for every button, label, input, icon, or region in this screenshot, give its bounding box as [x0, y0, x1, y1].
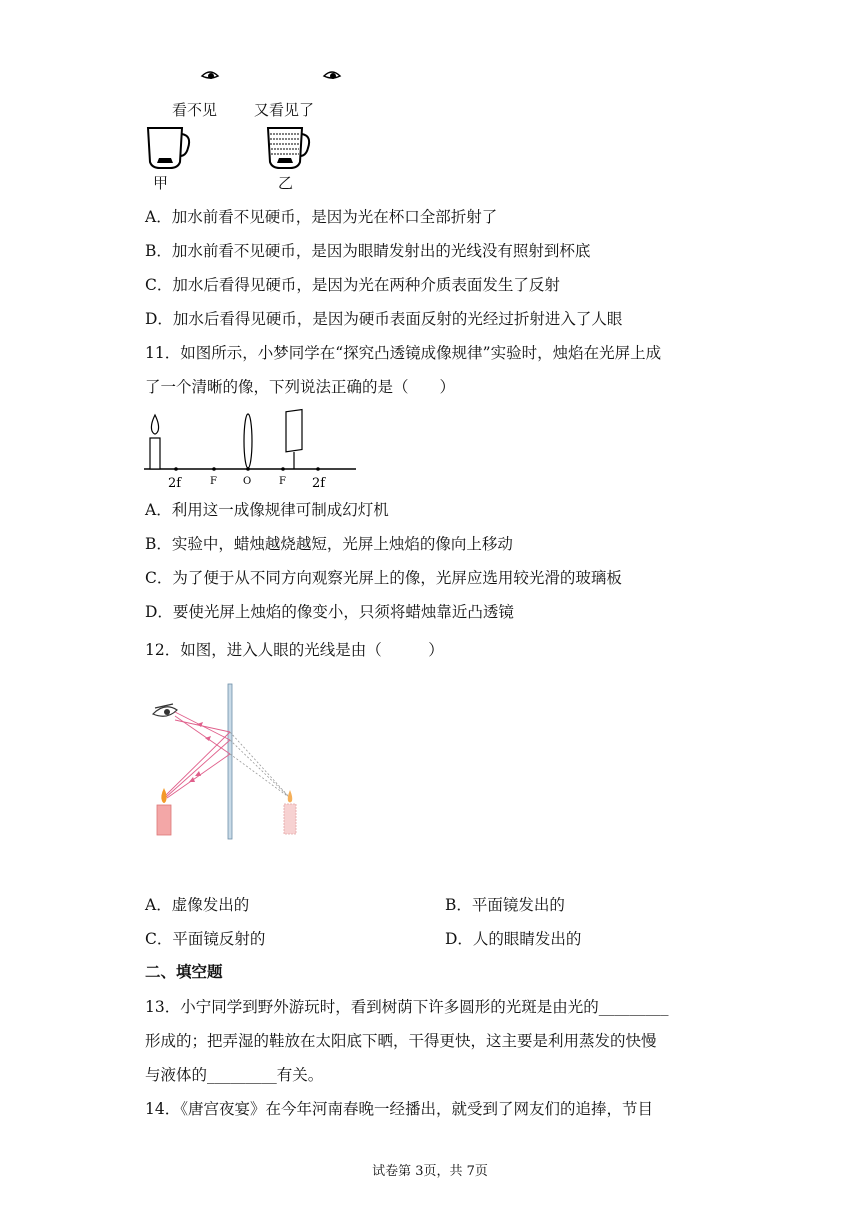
cup-empty: [148, 128, 189, 168]
q12-option-c: C．平面镜反射的: [145, 930, 266, 948]
q13-line1: 13．小宁同学到野外游玩时，看到树荫下许多圆形的光斑是由光的_________: [145, 998, 669, 1016]
light-rays: [163, 712, 230, 798]
q10-option-b: B．加水前看不见硬币，是因为眼睛发射出的光线没有照射到杯底: [145, 242, 591, 260]
lens-bench-figure: [142, 405, 362, 495]
caption-see-again: 又看见了: [254, 101, 315, 119]
q14-line1: 14．《唐宫夜宴》在今年河南春晚一经播出，就受到了网友们的追捧，节目: [145, 1100, 653, 1118]
q12-option-b: B．平面镜发出的: [445, 896, 565, 914]
page-footer: 试卷第 3页，共 7页: [372, 1164, 488, 1179]
q13-line3: 与液体的_________有关。: [145, 1066, 324, 1084]
q10-option-a: A．加水前看不见硬币，是因为光在杯口全部折射了: [145, 208, 498, 226]
q12-option-d: D．人的眼睛发出的: [445, 930, 582, 948]
cup-with-water: [268, 128, 309, 168]
eye-icon: [202, 72, 218, 79]
q10-option-c: C．加水后看得见硬币，是因为光在两种介质表面发生了反射: [145, 276, 560, 294]
q11-option-d: D．要使光屏上烛焰的像变小，只须将蜡烛靠近凸透镜: [145, 603, 514, 621]
label-2f-right: 2f: [312, 476, 326, 491]
q11-option-c: C．为了便于从不同方向观察光屏上的像，光屏应选用较光滑的玻璃板: [145, 569, 622, 587]
q11-option-a: A．利用这一成像规律可制成幻灯机: [145, 501, 389, 519]
caption-cannot-see: 看不见: [172, 101, 218, 119]
label-f-right: F: [279, 476, 286, 487]
q12-option-a: A．虚像发出的: [145, 896, 250, 914]
q11-option-b: B．实验中，蜡烛越烧越短，光屏上烛焰的像向上移动: [145, 535, 513, 553]
plane-mirror: [228, 684, 232, 839]
q11-stem-line2: 了一个清晰的像，下列说法正确的是（ ）: [145, 378, 456, 396]
virtual-candle: [284, 790, 296, 834]
q13-line2: 形成的；把弄湿的鞋放在太阳底下晒，干得更快，这主要是利用蒸发的快慢: [145, 1032, 657, 1050]
caption-yi: 乙: [278, 174, 294, 192]
eye-icon: [324, 72, 340, 79]
label-f-left: F: [210, 476, 217, 487]
eye-icon: [153, 704, 177, 716]
q12-stem: 12．如图，进入人眼的光线是由（ ）: [145, 641, 444, 659]
q11-stem-line1: 11．如图所示，小梦同学在“探究凸透镜成像规律”实验时，烛焰在光屏上成: [145, 344, 662, 362]
light-screen: [286, 410, 302, 452]
cups-figure: [140, 62, 360, 197]
flame-icon: [151, 415, 158, 434]
caption-jia: 甲: [153, 174, 169, 192]
candle: [150, 438, 160, 469]
mirror-figure: [145, 680, 315, 845]
q10-option-d: D．加水后看得见硬币，是因为硬币表面反射的光经过折射进入了人眼: [145, 310, 623, 328]
convex-lens: [244, 414, 252, 468]
section-title-fill-in: 二、填空题: [145, 962, 223, 981]
label-2f-left: 2f: [168, 476, 182, 491]
label-o: O: [243, 476, 252, 487]
